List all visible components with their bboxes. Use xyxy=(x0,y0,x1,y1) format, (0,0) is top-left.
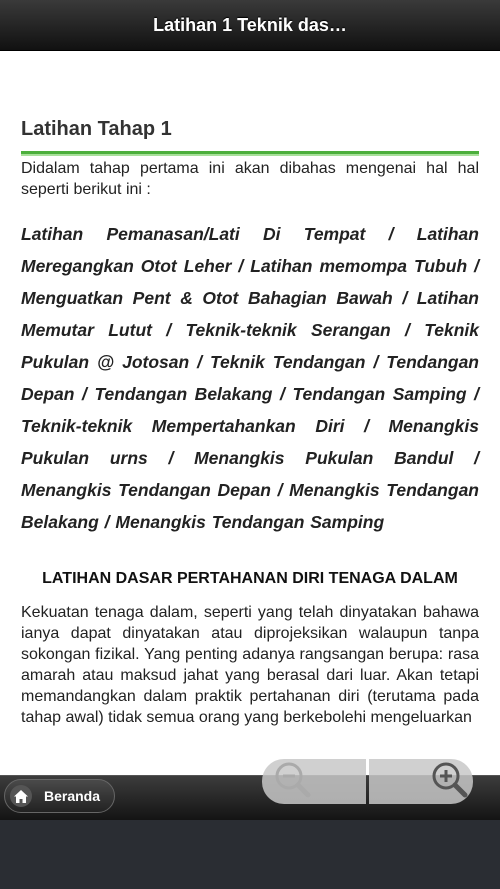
body-paragraph: Kekuatan tenaga dalam, seperti yang telah dinyatakan bahawa ianya dapat dinyatakan atau diprojeksikan walaupun tanpa sokongan fizikal. Yang penting adanya rangsangan berupa: rasa amarah atau maksud jahat yang berasal dari luar. Akan tetapi memandangkan dalam praktik pertahanan diri (terutama pada tahap awal) tidak semua orang yang berkebolehi mengeluarkan xyxy=(21,604,479,726)
intro-text: Didalam tahap pertama ini akan dibahas mengenai hal hal seperti berikut ini : xyxy=(21,160,479,198)
section-heading: LATIHAN DASAR PERTAHANAN DIRI TENAGA DALAM xyxy=(42,570,458,587)
content-area[interactable] xyxy=(0,51,500,775)
zoom-out-icon xyxy=(272,759,312,804)
zoom-out-button[interactable] xyxy=(262,759,366,804)
zoom-in-icon xyxy=(429,759,469,804)
title-divider xyxy=(21,151,479,156)
article xyxy=(21,115,479,728)
zoom-control xyxy=(262,759,473,804)
section-title: Latihan Tahap 1 xyxy=(21,118,172,140)
home-label: Beranda xyxy=(44,788,101,804)
zoom-in-button[interactable] xyxy=(369,759,473,804)
home-icon xyxy=(10,785,32,807)
page-title: Latihan 1 Teknik das… xyxy=(153,14,347,35)
topics-list: Latihan Pemanasan/Lati Di Tempat / Latihan Meregangkan Otot Leher / Latihan memompa Tubuh / Menguatkan Pent & Otot Bahagian Bawah / Latihan Memutar Lutut / Teknik-teknik Serangan / Teknik Pukulan @ Jotosan / Teknik Tendangan / Tendangan Depan / Tendangan Belakang / Tendangan Samping / Teknik-teknik Mempertahankan Diri / Menangkis Pukulan urns / Menangkis Pukulan Bandul / Menangkis Tendangan Depan / Menangkis Tendangan Belakang / Menangkis Tendangan Samping xyxy=(21,224,479,532)
home-button[interactable] xyxy=(4,779,115,813)
title-bar xyxy=(0,0,500,51)
